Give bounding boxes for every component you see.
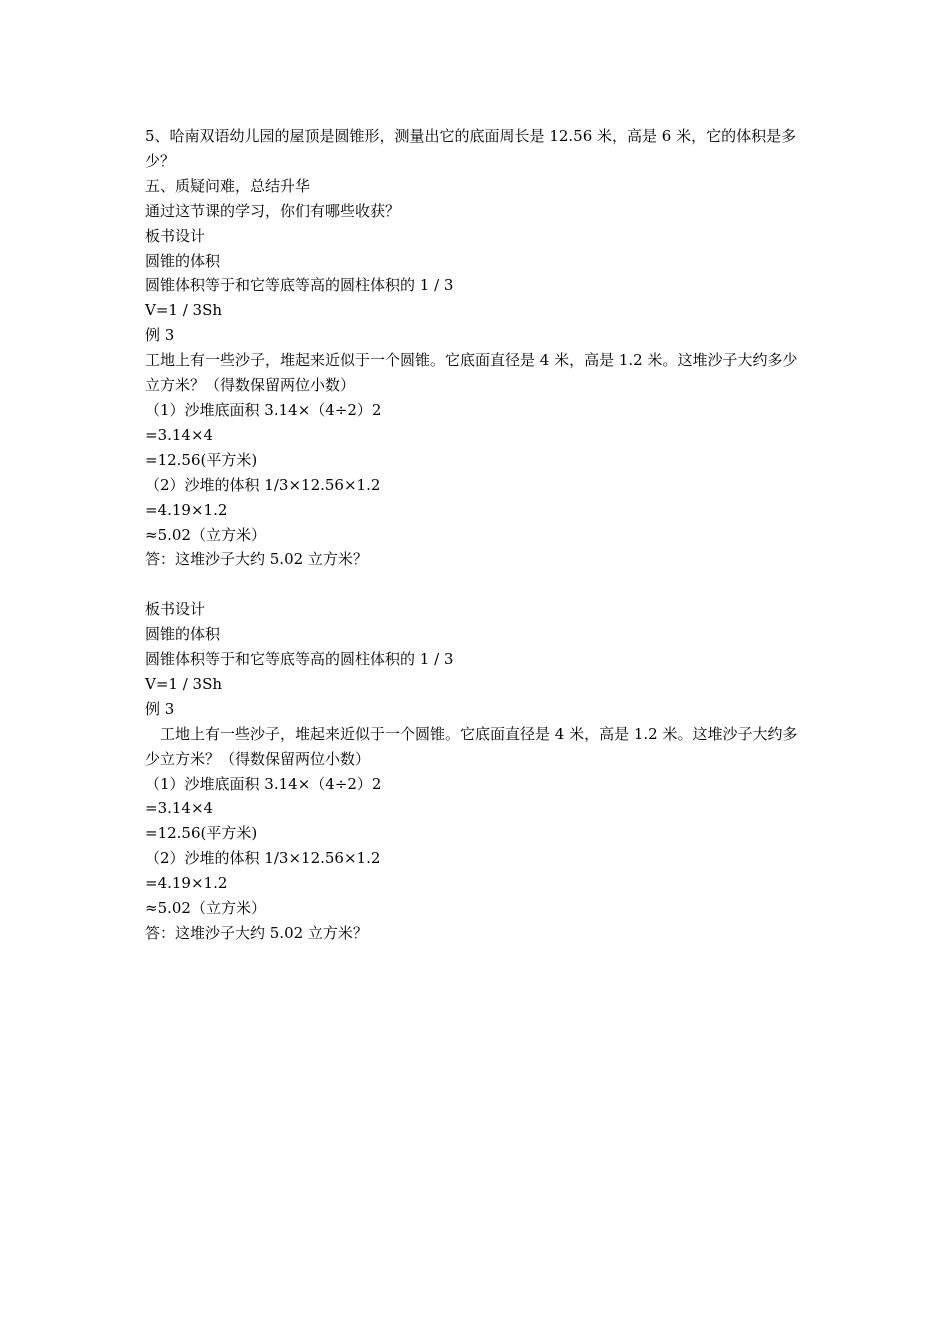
board-title: 板书设计 [145,226,206,245]
step-2-calc-b: ≈5.02（立方米） [145,525,266,544]
example-text: 工地上有一些沙子，堆起来近似于一个圆锥。它底面直径是 4 米，高是 1.2 米。这堆沙子大约多少立方米？（得数保留两位小数） [145,351,798,395]
board-formula: V=1 / 3Sh [145,301,223,320]
step-1: （1）沙堆底面积 3.14×（4÷2）2 [145,400,382,419]
board-design-1 [145,224,810,573]
board-rule: 圆锥体积等于和它等底等高的圆柱体积的 1 / 3 [145,650,454,669]
step-2: （2）沙堆的体积 1/3×12.56×1.2 [145,475,381,494]
step-1-calc-b: =12.56(平方米) [145,450,258,469]
answer-text: 答：这堆沙子大约 5.02 立方米？ [145,923,368,942]
board-design-2 [145,597,810,946]
step-1: （1）沙堆底面积 3.14×（4÷2）2 [145,774,382,793]
example-label: 例 3 [145,699,175,718]
board-title: 板书设计 [145,600,206,619]
step-2-calc-b: ≈5.02（立方米） [145,899,266,918]
step-1-calc-b: =12.56(平方米) [145,824,258,843]
example-label: 例 3 [145,326,175,345]
step-1-calc-a: =3.14×4 [145,799,214,818]
step-1-calc-a: =3.14×4 [145,425,214,444]
board-rule: 圆锥体积等于和它等底等高的圆柱体积的 1 / 3 [145,276,454,295]
document-page [145,124,810,946]
blank-spacer [145,572,810,597]
summary-question: 通过这节课的学习，你们有哪些收获？ [145,201,401,220]
example-text: 工地上有一些沙子，堆起来近似于一个圆锥。它底面直径是 4 米，高是 1.2 米。这堆沙子大约多少立方米？（得数保留两位小数） [145,724,798,768]
problem-5-text: 5、哈南双语幼儿园的屋顶是圆锥形，测量出它的底面周长是 12.56 米，高是 6 米，它的体积是多少？ [145,127,797,170]
answer-text: 答：这堆沙子大约 5.02 立方米？ [145,550,368,569]
section-5-heading: 五、质疑问难，总结升华 [145,176,311,195]
step-2-calc-a: =4.19×1.2 [145,500,228,519]
step-2-calc-a: =4.19×1.2 [145,874,228,893]
board-formula: V=1 / 3Sh [145,674,223,693]
step-2: （2）沙堆的体积 1/3×12.56×1.2 [145,849,381,868]
board-topic: 圆锥的体积 [145,625,221,644]
board-topic: 圆锥的体积 [145,251,221,270]
